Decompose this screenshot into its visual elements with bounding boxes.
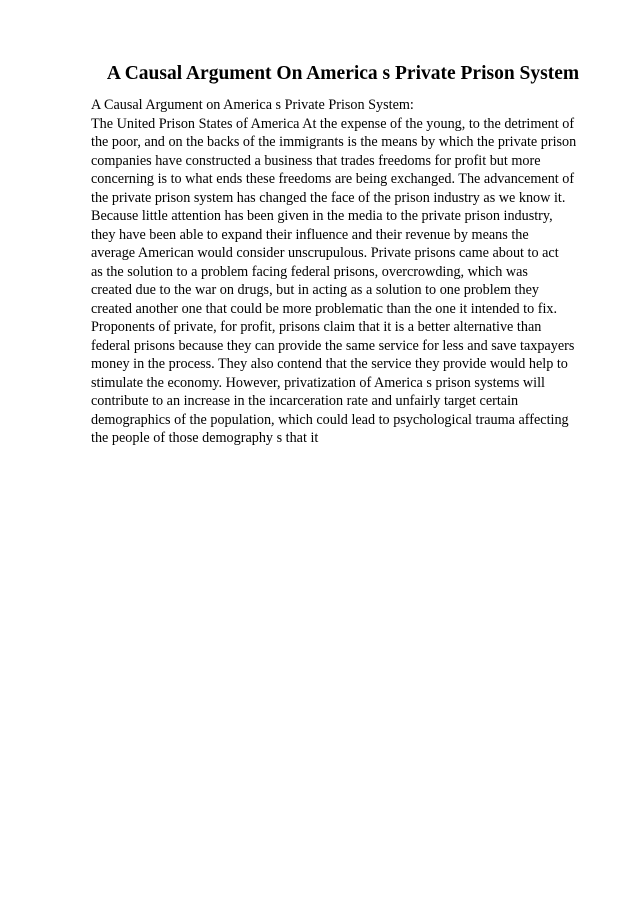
body-line-16: stimulate the economy. However, privatization of America s prison systems will [91, 374, 545, 391]
body-line-17: contribute to an increase in the incarceration rate and unfairly target certain [91, 393, 519, 409]
body-line-10: as the solution to a problem facing federal prisons, overcrowding, which was [91, 263, 528, 280]
body-line-6: the private prison system has changed the face of the prison industry as we know it. [91, 189, 566, 206]
body-line-11: created due to the war on drugs, but in acting as a solution to one problem they [91, 282, 539, 298]
body-line-7: Because little attention has been given in the media to the private prison industry, [91, 208, 553, 224]
body-line-3: the poor, and on the backs of the immigrants is the means by which the private prison [91, 134, 577, 150]
document-body [91, 96, 601, 448]
body-line-18: demographics of the population, which could lead to psychological trauma affecting [91, 411, 569, 428]
document-title: A Causal Argument On America s Private Prison System [106, 63, 580, 84]
body-line-1: A Causal Argument on America s Private Prison System: [91, 97, 414, 113]
body-line-15: money in the process. They also contend that the service they provide would help to [91, 356, 568, 372]
body-line-8: they have been able to expand their influence and their revenue by means the [91, 226, 529, 243]
body-line-12: created another one that could be more problematic than the one it intended to fix. [91, 300, 558, 317]
body-line-19: the people of those demography s that it [91, 430, 319, 446]
body-line-9: average American would consider unscrupulous. Private prisons came about to act [91, 245, 559, 261]
body-line-5: concerning is to what ends these freedoms are being exchanged. The advancement of [91, 171, 575, 187]
body-line-2: The United Prison States of America At the expense of the young, to the detriment of [91, 115, 575, 132]
body-line-4: companies have constructed a business that trades freedoms for profit but more [91, 152, 541, 169]
body-line-14: federal prisons because they can provide the same service for less and save taxpayers [91, 337, 575, 354]
body-line-13: Proponents of private, for profit, prisons claim that it is a better alternative than [91, 319, 542, 335]
